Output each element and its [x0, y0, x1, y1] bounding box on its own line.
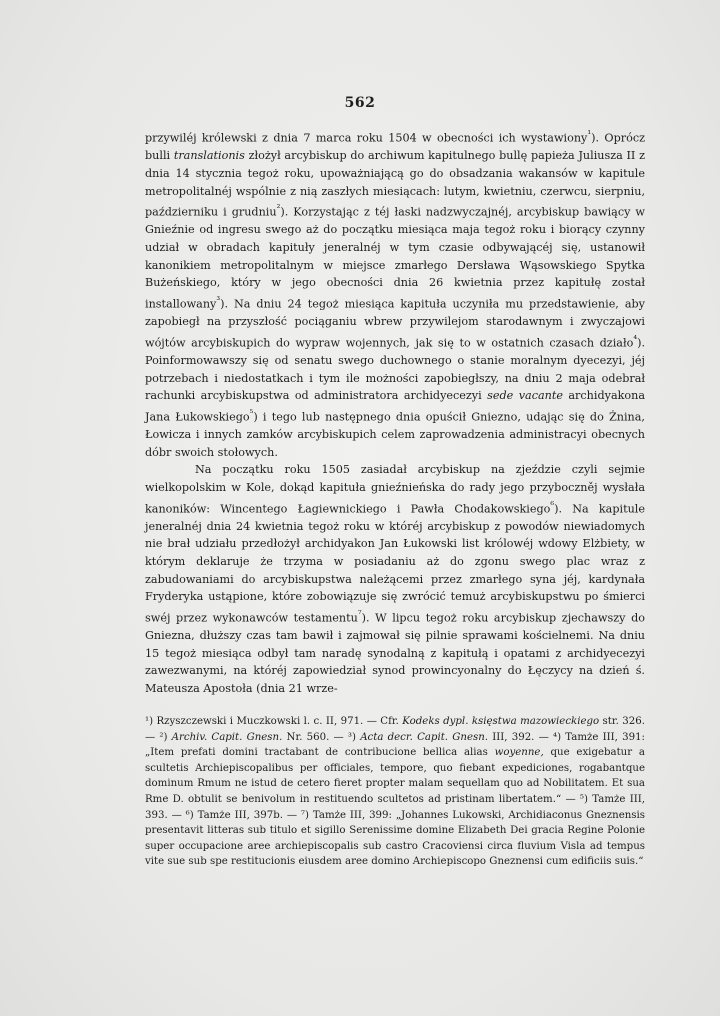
italic-text: Acta decr. Capit. Gnesn.	[360, 731, 489, 743]
text-run: Na początku roku 1505 zasiadał arcybiskup na zjeździe czyli sejmie wielkopolskim w Kole, dokąd kapituła gnieźnieńska do rady jego przyboczněj wysłała kanoników: Wincentego Łagiewnickiego i Pawła Chodakowskiego	[145, 463, 645, 516]
footnote-text: ¹) Rzyszczewski i Muczkowski l. c. II, 971. — Cfr.	[145, 716, 403, 727]
footnote-ref-3: ³	[216, 294, 221, 306]
footnote-text: Nr. 560. — ³)	[282, 731, 361, 743]
paragraph-2	[145, 461, 645, 697]
paragraph-1	[145, 126, 645, 461]
text-run: przywiléj królewski z dnia 7 marca roku 1504 w obecności ich wystawiony	[145, 131, 588, 145]
page-number: 562	[344, 95, 376, 111]
footnote-ref-4: ⁴	[633, 333, 638, 345]
text-run: złożył arcybiskup do archiwum kapitulnego bullę papieża Juliusza II z dnia 14 stycznia tegoż roku, upoważniającą go do obsadzania wakansów w kapitule metropolitalnéj wspólnie z nią zaszłych miesiącach: lutym, kwietniu, czerwcu, sierpniu, październiku i grudniu	[145, 149, 645, 219]
footnote-ref-6: ⁶	[550, 499, 555, 511]
text-run: ). Poinformowawszy się od senatu swego duchownego o stanie moralnym dyecezyi, jéj potrzebach i niedostatkach i tym ile możności zapobiegłszy, na dniu 2 maja odebrał rachunki arcybiskupstwa od administratora archidyecezyi	[145, 336, 645, 403]
footnote-text: str. 326. — ²)	[145, 716, 645, 743]
main-text	[145, 126, 645, 698]
text-run: ) i tego lub następnego dnia opuścił Gniezno, udając się do Żnina, Łowicza i innych zamków arcybiskupich celem zaprowadzenia administracyi obecnych dóbr swoich stołowych.	[145, 410, 645, 459]
footnote-text: III, 392. — ⁴) Tamże III, 391: „Item prefati domini tractabant de contribucione bellica alias	[145, 731, 645, 759]
footnote-ref-1: ¹	[587, 129, 592, 140]
text-run: ). Na kapitule jeneralnéj dnia 24 kwietnia tegoż roku w któréj arcybiskup z powodów niewiadomych nie brał udziału przedłożył archidyakon Jan Łukowski list królowéj wdowy Elżbiety, w którym deklaruje że trzyma w posiadaniu aż do zgonu swego plac wraz z zabudowaniami do arcybiskupstwa należącemi przez zmarłego syna jéj, kardynała Fryderyka ustąpione, które zobowiązuje się zwrócić temuż arcybiskupstwu po śmierci swéj przez wykonawców testamentu	[145, 502, 645, 625]
italic-text: Kodeks dypl. księstwa mazowieckiego	[402, 716, 600, 727]
footnote-ref-7: ⁷	[357, 608, 362, 620]
text-run: ). Oprócz bulli	[145, 131, 646, 163]
italic-text: woyenne,	[494, 747, 544, 759]
text-run: ). W lipcu tegoż roku arcybiskup zjechawszy do Gniezna, dłuższy czas tam bawił i zajmował się pilnie sprawami kościelnemi. Na dniu 15 tegoż miesiąca odbył tam naradę synodalną z kapitułą i opatami z archidyecezyi zawezwanymi, na któréj zapowiedział synod prowincyonalny do Łęczycy na dzień ś. Mateusza Apostoła (dnia 21 wrze-	[145, 611, 645, 695]
italic-text: translationis	[173, 149, 245, 163]
footnote-block	[145, 714, 645, 870]
italic-text: sede vacante	[487, 389, 563, 403]
footnote-ref-2: ²	[276, 203, 281, 215]
text-run: ). Korzystając z téj łaski nadzwyczajnéj, arcybiskup bawiący w Gnieźnie od ingresu swego aż do początku miesiąca maja tegoż roku i biorący czynny udział w obradach kapituły jeneralnéj w tym czasie odbywającéj się, ustanowił kanonikiem metropolitalnym w miejsce zmarłego Dersława Wąsowskiego Spytka Bużeńskiego, który w jego obecności dnia 26 kwietnia przez kapitułę został installowany	[145, 205, 646, 311]
text-run: ). Na dniu 24 tegoż miesiąca kapituła uczyniła mu przedstawienie, aby zapobiegł na przyszłość pociąganiu wbrew przywilejom starodawnym i zwyczajowi wójtów arcybiskupich do wypraw wojennych, jak się to w ostatnich czasach działo	[145, 297, 645, 350]
italic-text: Archiv. Capit. Gnesn.	[171, 731, 283, 743]
text-run: archidyakona Jana Łukowskiego	[145, 389, 645, 424]
footnote-ref-5: ⁵	[249, 407, 254, 419]
footnotes	[145, 714, 645, 870]
footnote-text: que exigebatur a scultetis Archiepiscopalibus per officiales, tempore, quo fiebant expediciones, rogabantque dominum Rmum ne istud de cetero fieret propter malam sequellam quo ad Nobilitatem. Et sua Rme D. obtulit se benivolum in restituendo scultetos ad pristinam libertatem.“ — ⁵) Tamże III, 393. — ⁶) Tamże III, 397b. — ⁷) Tamże III, 399: „Johannes Lukowski, Archidiaconus Gneznensis presentavit litteras sub titulo et sigillo Serenissime domine Elizabeth Dei gracia Regine Polonie super occupacione aree archiepiscopalis sub castro Cracoviensi circa fluvium Visla ad tempus vite sue sub spe restitucionis eiusdem aree domino Archiepiscopo Gneznensi cum edificiis suis.“	[145, 747, 645, 868]
